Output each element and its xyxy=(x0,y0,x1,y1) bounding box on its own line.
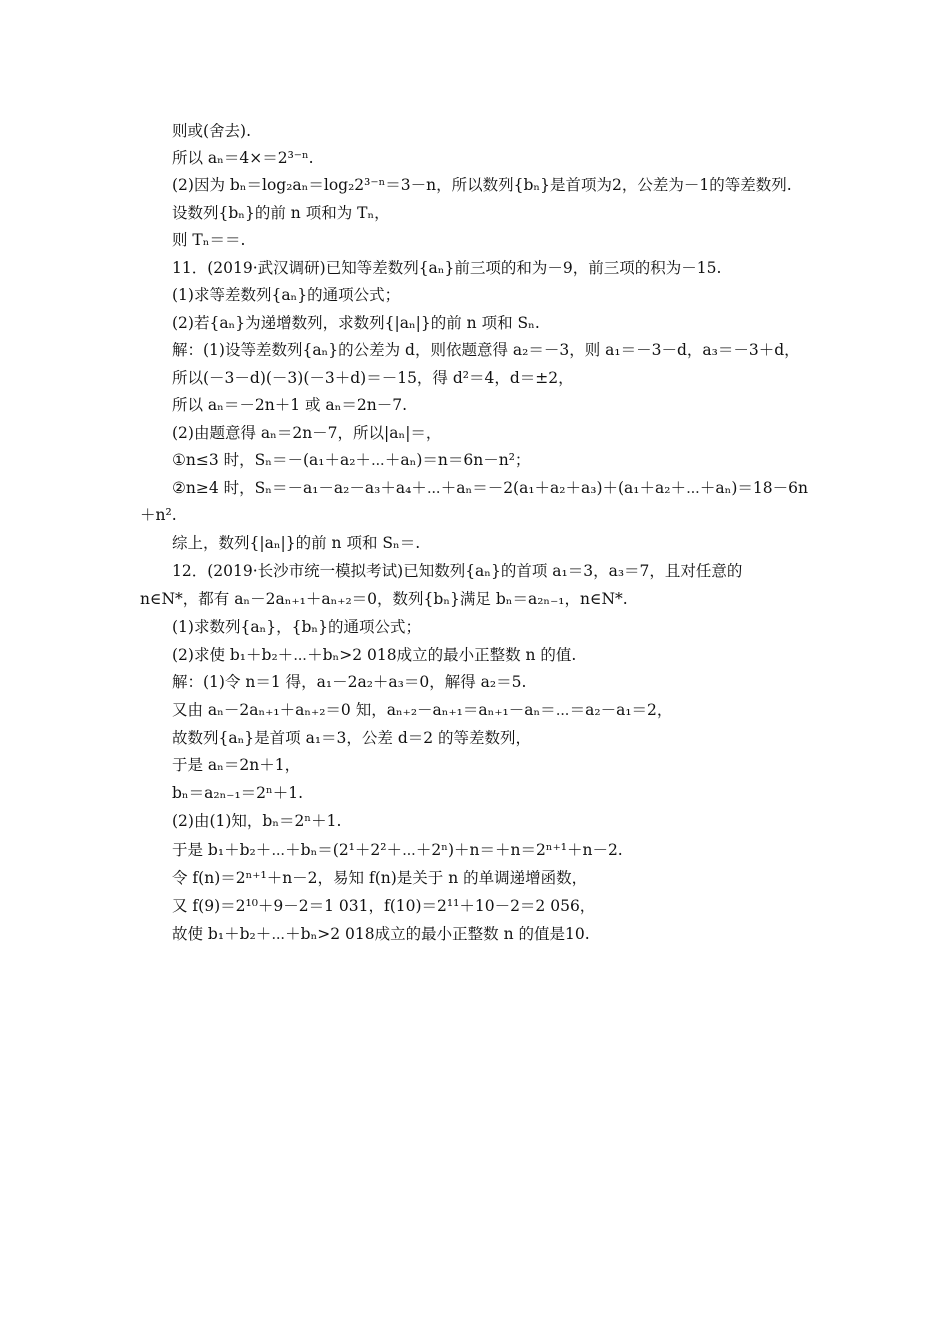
text-line: 所以(－3－d)(－3)(－3＋d)＝－15，得 d²＝4，d＝±2， xyxy=(172,369,574,387)
text-line: (2)求使 b₁＋b₂＋⋯＋bₙ>2 018成立的最小正整数 n 的值. xyxy=(172,646,577,664)
text-line: 则或(舍去). xyxy=(172,122,252,140)
text-line: ①n≤3 时，Sₙ＝－(a₁＋a₂＋⋯＋aₙ)＝n＝6n－n²； xyxy=(172,451,531,469)
text-line: 综上，数列{|aₙ|}的前 n 项和 Sₙ＝. xyxy=(172,534,421,552)
text-line: (2)由题意得 aₙ＝2n－7，所以|aₙ|＝， xyxy=(172,424,442,442)
problem-12-title: 12．(2019·长沙市统一模拟考试)已知数列{aₙ}的首项 a₁＝3，a₃＝7，且对任意的 xyxy=(172,562,743,580)
text-line: (2)由(1)知，bₙ＝2ⁿ＋1. xyxy=(172,812,342,830)
text-line: 所以 aₙ＝－2n＋1 或 aₙ＝2n－7. xyxy=(172,396,408,414)
text-line: 于是 b₁＋b₂＋⋯＋bₙ＝(2¹＋2²＋⋯＋2ⁿ)＋n＝＋n＝2ⁿ⁺¹＋n－2. xyxy=(172,841,623,859)
text-line: 设数列{bₙ}的前 n 项和为 Tₙ， xyxy=(172,204,390,222)
text-line: 解：(1)设等差数列{aₙ}的公差为 d，则依题意得 a₂＝－3，则 a₁＝－3－d，a₃＝－3＋d， xyxy=(172,341,800,359)
text-line: 则 Tₙ＝＝. xyxy=(172,231,246,249)
text-line: 令 f(n)＝2ⁿ⁺¹＋n－2，易知 f(n)是关于 n 的单调递增函数， xyxy=(172,869,588,887)
text-line: bₙ＝a₂ₙ₋₁＝2ⁿ＋1. xyxy=(172,784,304,802)
text-line: ②n≥4 时，Sₙ＝－a₁－a₂－a₃＋a₄＋⋯＋aₙ＝－2(a₁＋a₂＋a₃)＋(a₁＋a₂＋⋯＋aₙ)＝18－6n xyxy=(172,479,808,497)
text-line: (2)若{aₙ}为递增数列，求数列{|aₙ|}的前 n 项和 Sₙ. xyxy=(172,314,540,332)
text-line: 解：(1)令 n＝1 得，a₁－2a₂＋a₃＝0，解得 a₂＝5. xyxy=(172,673,527,691)
text-line: 又由 aₙ－2aₙ₊₁＋aₙ₊₂＝0 知，aₙ₊₂－aₙ₊₁＝aₙ₊₁－aₙ＝⋯＝a₂－a₁＝2， xyxy=(172,701,673,719)
text-line: (2)因为 bₙ＝log₂aₙ＝log₂2³⁻ⁿ＝3－n，所以数列{bₙ}是首项为2，公差为－1的等差数列. xyxy=(172,176,792,194)
text-line: 故使 b₁＋b₂＋⋯＋bₙ>2 018成立的最小正整数 n 的值是10. xyxy=(172,925,590,943)
text-line: ＋n². xyxy=(140,506,177,524)
text-line: (1)求等差数列{aₙ}的通项公式； xyxy=(172,286,401,304)
text-line: 故数列{aₙ}是首项 a₁＝3，公差 d＝2 的等差数列， xyxy=(172,729,532,747)
problem-11-title: 11．(2019·武汉调研)已知等差数列{aₙ}前三项的和为－9，前三项的积为－15. xyxy=(172,259,722,277)
text-line: 所以 aₙ＝4×＝2³⁻ⁿ. xyxy=(172,149,314,167)
text-line: (1)求数列{aₙ}，{bₙ}的通项公式； xyxy=(172,618,421,636)
text-line: 于是 aₙ＝2n＋1， xyxy=(172,756,301,774)
text-line: n∈N*，都有 aₙ－2aₙ₊₁＋aₙ₊₂＝0，数列{bₙ}满足 bₙ＝a₂ₙ₋₁，n∈N*. xyxy=(140,590,628,608)
text-line: 又 f(9)＝2¹⁰＋9－2＝1 031，f(10)＝2¹¹＋10－2＝2 056， xyxy=(172,897,596,915)
